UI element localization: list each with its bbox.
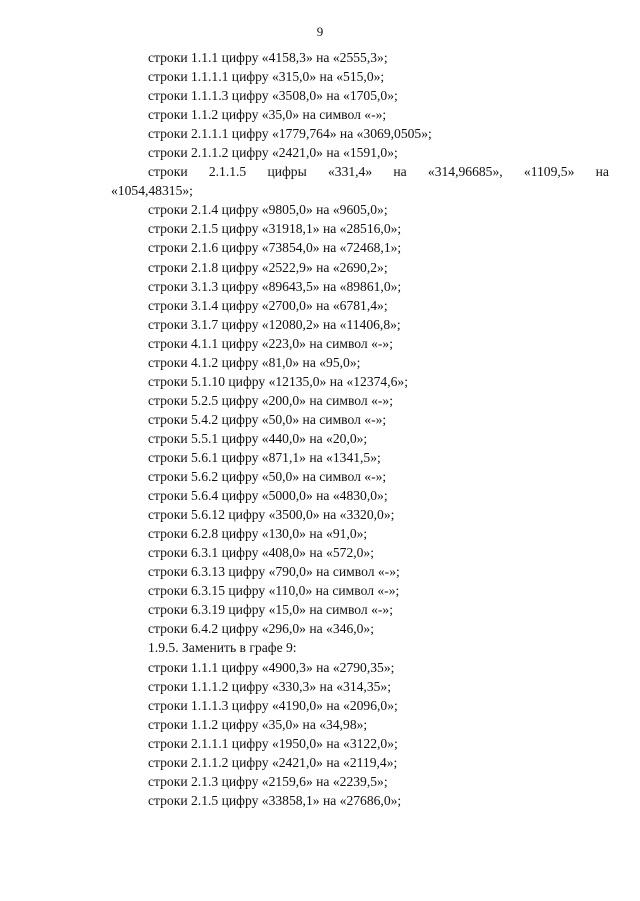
- text-line: строки 1.1.1.2 цифру «330,3» на «314,35»;: [148, 678, 392, 694]
- text-line: строки 4.1.1 цифру «223,0» на символ «-»;: [148, 335, 393, 351]
- text-line: строки 6.3.13 цифру «790,0» на символ «-»;: [148, 564, 400, 580]
- text-line: строки 1.1.1 цифру «4158,3» на «2555,3»;: [148, 50, 388, 65]
- text-line: строки 6.2.8 цифру «130,0» на «91,0»;: [148, 526, 368, 542]
- text-line: строки 5.5.1 цифру «440,0» на «20,0»;: [148, 430, 368, 446]
- text-line-continuation: «1054,48315»;: [111, 183, 193, 199]
- text-line: строки 1.1.1.3 цифру «3508,0» на «1705,0»;: [148, 88, 398, 104]
- section-heading: 1.9.5. Заменить в графе 9:: [148, 640, 297, 656]
- document-body: [111, 48, 609, 810]
- word: строки: [148, 164, 188, 180]
- word: «331,4»: [327, 164, 373, 180]
- text-line: строки 3.1.4 цифру «2700,0» на «6781,4»;: [148, 297, 388, 313]
- text-line: строки 2.1.3 цифру «2159,6» на «2239,5»;: [148, 773, 388, 789]
- text-line: строки 6.3.15 цифру «110,0» на символ «-»;: [148, 583, 400, 599]
- text-line: строки 2.1.8 цифру «2522,9» на «2690,2»;: [148, 259, 388, 275]
- text-line: строки 2.1.1.1 цифру «1779,764» на «3069,0505»;: [148, 126, 432, 142]
- text-line: строки 5.6.12 цифру «3500,0» на «3320,0»;: [148, 507, 395, 523]
- text-line: строки 2.1.6 цифру «73854,0» на «72468,1»;: [148, 240, 402, 256]
- text-line: строки 5.6.1 цифру «871,1» на «1341,5»;: [148, 449, 381, 465]
- word: на: [595, 164, 609, 180]
- text-line: строки 2.1.1.2 цифру «2421,0» на «1591,0»;: [148, 145, 398, 161]
- word: на: [393, 164, 407, 180]
- text-line: строки 2.1.5 цифру «33858,1» на «27686,0»;: [148, 792, 402, 808]
- text-line: строки 6.4.2 цифру «296,0» на «346,0»;: [148, 621, 375, 637]
- word: 2.1.1.5: [208, 164, 247, 180]
- text-line: строки 3.1.3 цифру «89643,5» на «89861,0»;: [148, 278, 402, 294]
- page-number: 9: [316, 24, 324, 39]
- text-line: строки 3.1.7 цифру «12080,2» на «11406,8»;: [148, 316, 401, 332]
- text-line: строки 1.1.2 цифру «35,0» на «34,98»;: [148, 716, 368, 732]
- word: цифры: [267, 164, 307, 180]
- text-line: строки 2.1.5 цифру «31918,1» на «28516,0»;: [148, 221, 402, 237]
- text-line: строки 5.6.4 цифру «5000,0» на «4830,0»;: [148, 488, 388, 504]
- text-line: строки 1.1.1.1 цифру «315,0» на «515,0»;: [148, 69, 385, 85]
- text-line: строки 5.4.2 цифру «50,0» на символ «-»;: [148, 411, 387, 427]
- text-line: строки 2.1.4 цифру «9805,0» на «9605,0»;: [148, 202, 388, 218]
- text-line: строки 1.1.1.3 цифру «4190,0» на «2096,0»;: [148, 697, 398, 713]
- text-line: строки 6.3.19 цифру «15,0» на символ «-»;: [148, 602, 393, 618]
- text-line: строки 1.1.1 цифру «4900,3» на «2790,35»;: [148, 659, 395, 675]
- text-line: строки 5.2.5 цифру «200,0» на символ «-»;: [148, 392, 393, 408]
- text-line: строки 2.1.1.1 цифру «1950,0» на «3122,0»;: [148, 735, 398, 751]
- text-line: строки 5.6.2 цифру «50,0» на символ «-»;: [148, 469, 387, 485]
- text-line: строки 2.1.1.2 цифру «2421,0» на «2119,4»;: [148, 754, 398, 770]
- text-line: строки 6.3.1 цифру «408,0» на «572,0»;: [148, 545, 375, 561]
- justified-text-line: [111, 162, 609, 181]
- text-line: строки 4.1.2 цифру «81,0» на «95,0»;: [148, 354, 361, 370]
- word: «314,96685»,: [427, 164, 503, 180]
- text-line: строки 5.1.10 цифру «12135,0» на «12374,6»;: [148, 373, 408, 389]
- text-line: строки 1.1.2 цифру «35,0» на символ «-»;: [148, 107, 387, 123]
- word: «1109,5»: [523, 164, 575, 180]
